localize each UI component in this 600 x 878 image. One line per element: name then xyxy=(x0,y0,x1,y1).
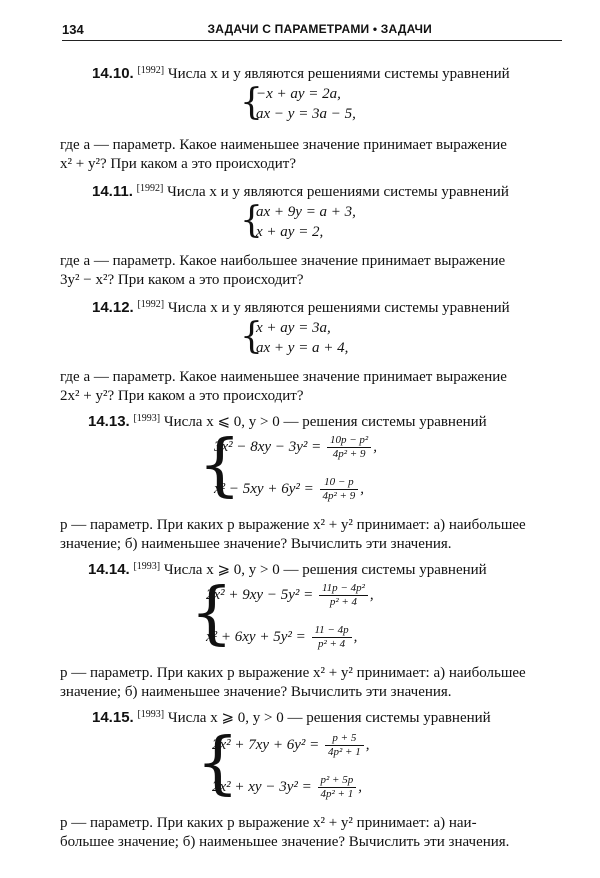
page-header xyxy=(62,10,562,41)
running-title: ЗАДАЧИ С ПАРАМЕТРАМИ • ЗАДАЧИ xyxy=(207,22,432,36)
problem-14-13-text: p — параметр. При каких p выражение x² + y² принимает: а) наибольшее значение; б) наименьшее значение? Вычислить эти значения. xyxy=(60,517,526,552)
problem-14-10-heading: 14.10. [1992] Числа x и y являются решениями системы уравнений xyxy=(92,65,510,82)
page-number: 134 xyxy=(62,22,84,37)
problem-14-13-heading: 14.13. [1993] Числа x ⩽ 0, y > 0 — решения системы уравнений xyxy=(88,413,487,430)
problem-14-11-heading: 14.11. [1992] Числа x и y являются решениями системы уравнений xyxy=(92,183,509,200)
problem-14-15-heading: 14.15. [1993] Числа x ⩾ 0, y > 0 — решения системы уравнений xyxy=(92,709,491,726)
system-14-10: { −x + ay = 2a, ax − y = 3a − 5, xyxy=(240,82,356,123)
problem-14-11-text: где a — параметр. Какое наибольшее значение принимает выражение 3y² − x²? При каком a это происходит? xyxy=(60,253,506,288)
problem-14-14-heading: 14.14. [1993] Числа x ⩾ 0, y > 0 — решения системы уравнений xyxy=(88,561,487,578)
system-14-12: { x + ay = 3a, ax + y = a + 4, xyxy=(240,316,349,357)
problem-14-10-text: где a — параметр. Какое наименьшее значение принимает выражение x² + y²? При каком a это происходит? xyxy=(60,137,507,172)
system-14-11: { ax + 9y = a + 3, x + ay = 2, xyxy=(240,200,356,241)
problem-14-12-heading: 14.12. [1992] Числа x и y являются решениями системы уравнений xyxy=(92,299,510,316)
problem-14-12-text: где a — параметр. Какое наименьшее значение принимает выражение 2x² + y²? При каком a это происходит? xyxy=(60,369,507,404)
problem-14-14-text: p — параметр. При каких p выражение x² + y² принимает: а) наибольшее значение; б) наименьшее значение? Вычислить эти значения. xyxy=(60,665,526,700)
system-14-14: { 2x² + 9xy − 5y² = $\frac{\text{11p − 4p²}}{\text{p² + 4}}$ , x² + 6xy + 5y² = $\frac{11 - 4p}{\text{p² + 4}}$ , xyxy=(190,574,374,653)
problem-14-15-text: p — параметр. При каких p выражение x² + y² принимает: а) наи- большее значение; б) наименьшее значение? Вычислить эти значения. xyxy=(60,815,510,850)
system-14-15: { 2x² + 7xy + 6y² = $\frac{p + 5}{\text{4p² + 1}}$ , 2x² + xy − 3y² = $\frac{\text{p² + 5p}}{\text{4p² + 1}}$ , xyxy=(196,724,370,803)
system-14-13: { 3x² − 8xy − 3y² = $\frac{\text{10p − p²}}{\text{4p² + 9}}$ , x² − 5xy + 6y² = $\frac{10 - p}{\text{4p² + 9}}$ , xyxy=(198,426,377,505)
